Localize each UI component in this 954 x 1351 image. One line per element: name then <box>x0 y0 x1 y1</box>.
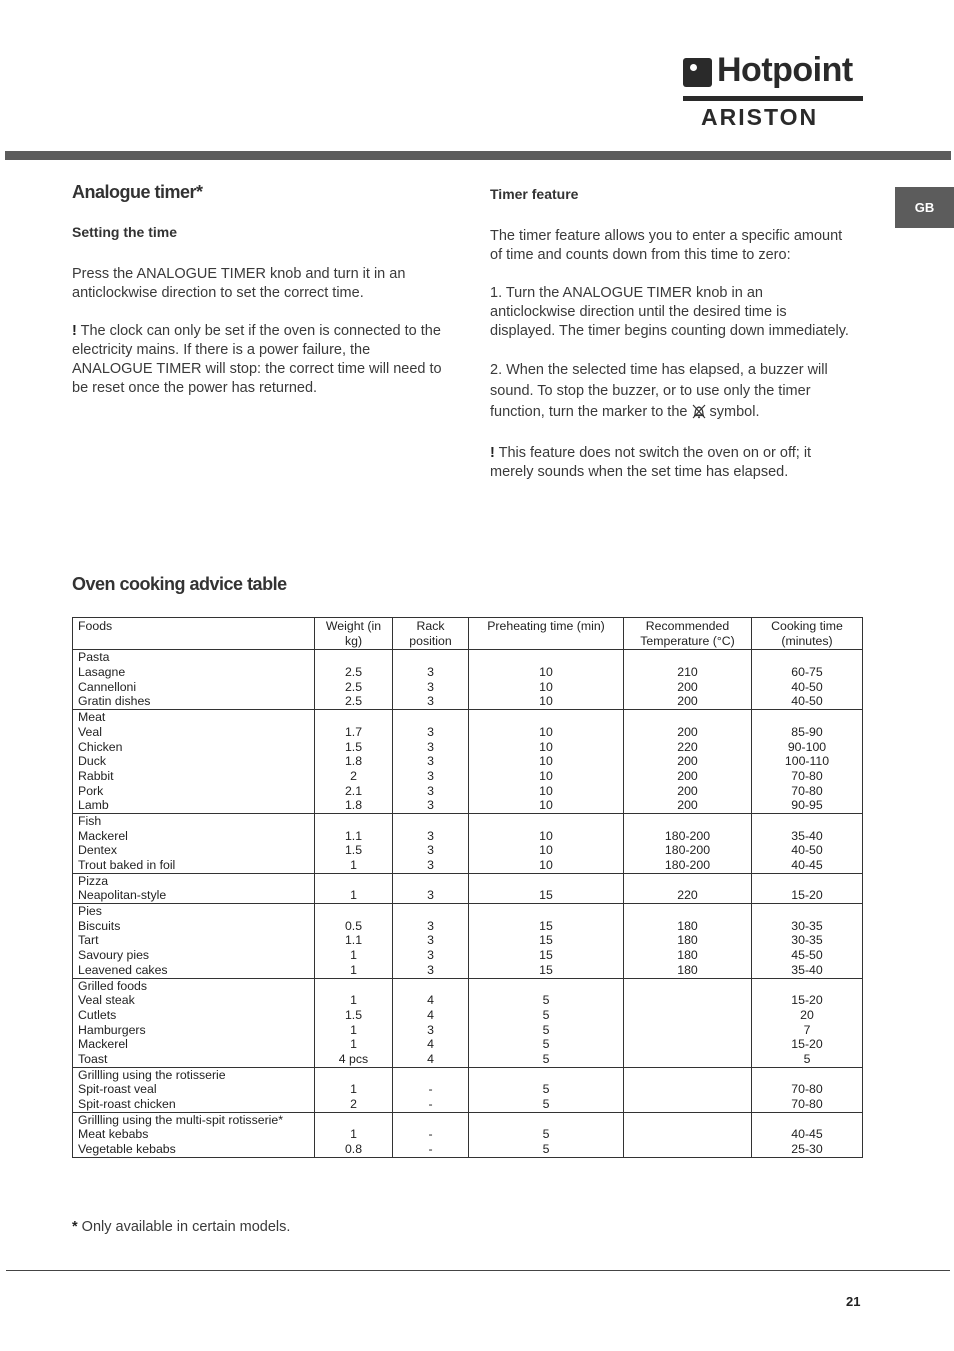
cell-value: 5 <box>542 1127 550 1142</box>
table-row <box>73 978 863 1067</box>
cell-value: 70-80 <box>791 783 823 798</box>
cell-value: 7 <box>803 1022 811 1037</box>
cell-value: 35-40 <box>791 828 823 843</box>
temperature-cell <box>624 813 752 873</box>
timer-warning-text: This feature does not switch the oven on or off; it merely sounds when the set time has elapsed. <box>490 445 812 480</box>
cell-value: 15-20 <box>791 888 823 903</box>
cell-value: 10 <box>539 858 553 873</box>
cell-value: Vegetable kebabs <box>78 1142 176 1157</box>
cell-value: 1.1 <box>344 828 363 843</box>
timer-step-2-text: 2. When the selected time has elapsed, a buzzer will sound. To stop the buzzer, or to use only the timer function, turn the marker to the <box>490 362 828 420</box>
cell-value: 1 <box>350 948 357 963</box>
timer-step-2-end: symbol. <box>705 404 760 420</box>
rack-cell <box>393 873 469 903</box>
analogue-timer-heading: Analogue timer* <box>72 182 203 202</box>
cell-value <box>628 1052 747 1067</box>
cell-value: 4 <box>427 1051 434 1066</box>
cell-value: Lamb <box>78 798 109 813</box>
spacer <box>319 904 388 919</box>
cell-value: 3 <box>427 933 434 948</box>
cell-value: 30-35 <box>791 933 823 948</box>
header-rack: Rack position <box>393 618 469 650</box>
cell-value: 100-110 <box>784 754 830 769</box>
spacer <box>473 814 619 829</box>
clock-warning-text: The clock can only be set if the oven is connected to the electricity mains. If there is a power failure, the ANALOGUE TIMER will stop: the correct time will need to be reset once the power has returned. <box>72 323 442 396</box>
timer-warning <box>490 444 852 482</box>
cell-value: 3 <box>427 1022 434 1037</box>
footnote <box>72 1219 290 1235</box>
header-foods: Foods <box>73 618 315 650</box>
category-label: Pies <box>78 904 102 919</box>
cell-value: Leavened cakes <box>78 962 168 977</box>
weight-cell <box>315 1112 393 1157</box>
setting-time-text: Press the ANALOGUE TIMER knob and turn it in an anticlockwise direction to set the correct time. <box>72 266 406 301</box>
cell-value: 15 <box>539 888 553 903</box>
cell-value <box>628 1008 747 1023</box>
cell-value <box>628 1097 747 1112</box>
cell-value: 1 <box>350 962 357 977</box>
cell-value: 5 <box>542 1097 550 1112</box>
cell-value: Spit-roast veal <box>78 1082 157 1097</box>
category-label: Grilled foods <box>78 978 148 993</box>
table-row <box>73 1067 863 1112</box>
weight-cell <box>315 813 393 873</box>
rack-cell <box>393 904 469 978</box>
cell-value: 40-45 <box>791 858 823 873</box>
cell-value: 3 <box>427 843 434 858</box>
cell-value: 180 <box>677 948 698 963</box>
spacer <box>756 814 858 829</box>
cell-value <box>628 1023 747 1038</box>
temperature-cell <box>624 710 752 814</box>
spacer <box>628 1113 747 1128</box>
cell-value: 10 <box>539 724 553 739</box>
cooking-time-cell <box>752 710 863 814</box>
cell-value: 1 <box>350 1022 357 1037</box>
cell-value: 3 <box>427 828 434 843</box>
cell-value: Cutlets <box>78 1007 117 1022</box>
food-cell <box>73 1067 315 1112</box>
setting-time-heading: Setting the time <box>72 224 178 240</box>
rack-cell <box>393 813 469 873</box>
warning-mark: ! <box>490 445 495 461</box>
spacer <box>397 814 464 829</box>
cell-value: 90-95 <box>791 798 823 813</box>
cell-value: 70-80 <box>791 1082 823 1097</box>
spacer <box>756 1113 858 1128</box>
cell-value: 210 <box>677 665 698 680</box>
spacer <box>756 1068 858 1083</box>
temperature-cell <box>624 1067 752 1112</box>
cell-value: 200 <box>677 768 698 783</box>
preheat-cell <box>469 710 624 814</box>
spacer <box>756 904 858 919</box>
cooking-time-cell <box>752 904 863 978</box>
cooking-time-cell <box>752 650 863 710</box>
cell-value: 5 <box>542 1082 550 1097</box>
weight-cell <box>315 710 393 814</box>
preheat-cell <box>469 813 624 873</box>
cell-value: Lasagne <box>78 665 126 680</box>
cell-value: 1.5 <box>344 739 363 754</box>
header-rule <box>5 151 951 160</box>
cell-value: 2 <box>350 1097 357 1112</box>
temperature-cell <box>624 978 752 1067</box>
cell-value: 10 <box>539 694 553 709</box>
cell-value: - <box>428 1097 433 1112</box>
category-label: Grillling using the rotisserie <box>78 1067 226 1082</box>
cell-value: - <box>428 1082 433 1097</box>
spacer <box>756 650 858 665</box>
cell-value: - <box>428 1127 433 1142</box>
spacer <box>473 979 619 994</box>
footnote-mark: * <box>72 1219 78 1235</box>
timer-bell-crossed-icon <box>692 403 706 419</box>
cell-value: 1 <box>350 858 357 873</box>
footnote-text: Only available in certain models. <box>77 1219 291 1235</box>
page-number: 21 <box>846 1294 861 1309</box>
timer-step-2 <box>490 360 852 423</box>
table-row <box>73 904 863 978</box>
spacer <box>628 814 747 829</box>
footer-rule <box>6 1270 950 1271</box>
cell-value: 3 <box>427 679 434 694</box>
cell-value: 3 <box>427 754 434 769</box>
cell-value: 180-200 <box>664 843 711 858</box>
preheat-cell <box>469 650 624 710</box>
cell-value: 10 <box>539 783 553 798</box>
cell-value: 200 <box>677 679 698 694</box>
cell-value: 3 <box>427 948 434 963</box>
cell-value: 1 <box>350 1037 357 1052</box>
spacer <box>319 814 388 829</box>
cooking-time-cell <box>752 813 863 873</box>
cell-value: 5 <box>542 1037 550 1052</box>
cell-value: 3 <box>427 739 434 754</box>
cooking-time-cell <box>752 873 863 903</box>
cell-value: 2.1 <box>344 783 363 798</box>
temperature-cell <box>624 904 752 978</box>
cell-value: 45-50 <box>791 948 823 963</box>
cell-value: 3 <box>427 962 434 977</box>
spacer <box>397 1068 464 1083</box>
food-cell <box>73 710 315 814</box>
cell-value: 5 <box>542 1007 550 1022</box>
cell-value: 1.1 <box>344 933 363 948</box>
advice-table-heading: Oven cooking advice table <box>72 574 287 594</box>
cell-value: - <box>428 1142 433 1157</box>
cell-value: 5 <box>542 1022 550 1037</box>
spacer <box>756 874 858 889</box>
cell-value: 3 <box>427 858 434 873</box>
cell-value: 35-40 <box>791 962 823 977</box>
cooking-time-cell <box>752 1067 863 1112</box>
header-preheat: Preheating time (min) <box>469 618 624 650</box>
table-row <box>73 873 863 903</box>
cell-value: Pork <box>78 783 104 798</box>
cell-value: 25-30 <box>791 1142 823 1157</box>
cell-value: 4 <box>427 1007 434 1022</box>
cell-value: Duck <box>78 754 107 769</box>
cell-value: 15 <box>539 948 553 963</box>
category-label: Pasta <box>78 650 110 665</box>
language-tab: GB <box>895 187 954 228</box>
spacer <box>397 979 464 994</box>
preheat-cell <box>469 873 624 903</box>
spacer <box>756 710 858 725</box>
cell-value: 40-45 <box>791 1127 823 1142</box>
cell-value: 10 <box>539 768 553 783</box>
cell-value: 15 <box>539 933 553 948</box>
hotpoint-logo-icon <box>683 58 712 87</box>
cell-value: 1 <box>350 1127 357 1142</box>
spacer <box>628 710 747 725</box>
weight-cell <box>315 650 393 710</box>
table-row <box>73 650 863 710</box>
cell-value: 40-50 <box>791 843 823 858</box>
cell-value: 1 <box>350 993 357 1008</box>
cell-value: Trout baked in foil <box>78 858 176 873</box>
preheat-cell <box>469 978 624 1067</box>
spacer <box>628 650 747 665</box>
spacer <box>319 650 388 665</box>
spacer <box>628 874 747 889</box>
cell-value: 4 <box>427 1037 434 1052</box>
spacer <box>397 874 464 889</box>
cell-value: 3 <box>427 694 434 709</box>
rack-cell <box>393 710 469 814</box>
category-label: Grillling using the multi-spit rotisserie* <box>78 1112 284 1127</box>
cell-value: 10 <box>539 798 553 813</box>
spacer <box>473 904 619 919</box>
cell-value: 220 <box>677 739 698 754</box>
header-temperature: Recommended Temperature (°C) <box>624 618 752 650</box>
spacer <box>397 710 464 725</box>
food-cell <box>73 978 315 1067</box>
cell-value: 30-35 <box>791 918 823 933</box>
category-label: Meat <box>78 710 106 725</box>
category-label: Fish <box>78 813 102 828</box>
cell-value: 1.5 <box>344 1007 363 1022</box>
cell-value: 1 <box>350 888 357 903</box>
spacer <box>628 904 747 919</box>
cell-value: 60-75 <box>791 665 823 680</box>
cell-value: Toast <box>78 1051 108 1066</box>
cooking-time-cell <box>752 978 863 1067</box>
preheat-cell <box>469 904 624 978</box>
spacer <box>319 979 388 994</box>
cell-value: 2.5 <box>344 679 363 694</box>
cell-value: 15 <box>539 962 553 977</box>
cell-value: 85-90 <box>791 724 823 739</box>
cell-value: 3 <box>427 798 434 813</box>
weight-cell <box>315 873 393 903</box>
spacer <box>473 1113 619 1128</box>
cell-value: Dentex <box>78 843 117 858</box>
cell-value: 70-80 <box>791 768 823 783</box>
cell-value: 180 <box>677 962 698 977</box>
spacer <box>319 1068 388 1083</box>
cell-value: 3 <box>427 783 434 798</box>
rack-cell <box>393 1112 469 1157</box>
cell-value: 3 <box>427 724 434 739</box>
cell-value: Gratin dishes <box>78 694 151 709</box>
cell-value: 10 <box>539 665 553 680</box>
spacer <box>473 650 619 665</box>
cell-value: Hamburgers <box>78 1022 146 1037</box>
cell-value: Biscuits <box>78 918 121 933</box>
food-cell <box>73 904 315 978</box>
cell-value: Savoury pies <box>78 948 150 963</box>
spacer <box>397 650 464 665</box>
cell-value <box>628 1082 747 1097</box>
cell-value: 200 <box>677 724 698 739</box>
spacer <box>473 1068 619 1083</box>
cell-value: Mackerel <box>78 828 128 843</box>
preheat-cell <box>469 1067 624 1112</box>
weight-cell <box>315 904 393 978</box>
spacer <box>473 710 619 725</box>
cell-value: Rabbit <box>78 768 114 783</box>
cell-value: 2.5 <box>344 665 363 680</box>
cell-value: 2.5 <box>344 694 363 709</box>
spacer <box>628 979 747 994</box>
cell-value: 1 <box>350 1082 357 1097</box>
cell-value: 180 <box>677 933 698 948</box>
rack-cell <box>393 978 469 1067</box>
rack-cell <box>393 1067 469 1112</box>
header-weight: Weight (in kg) <box>315 618 393 650</box>
preheat-cell <box>469 1112 624 1157</box>
cell-value: 5 <box>542 993 550 1008</box>
cell-value <box>628 1142 747 1157</box>
cell-value: 10 <box>539 843 553 858</box>
spacer <box>397 904 464 919</box>
cell-value: 2 <box>350 768 357 783</box>
brand-sub: ARISTON <box>701 104 819 130</box>
cell-value: 200 <box>677 783 698 798</box>
temperature-cell <box>624 1112 752 1157</box>
cell-value: 70-80 <box>791 1097 823 1112</box>
cell-value: 200 <box>677 754 698 769</box>
cell-value: 200 <box>677 798 698 813</box>
brand-name: Hotpoint <box>717 51 853 89</box>
cell-value: 15-20 <box>791 993 823 1008</box>
clock-warning <box>72 322 448 398</box>
cell-value: 0.8 <box>344 1142 363 1157</box>
brand-logo <box>681 51 865 134</box>
table-header-row <box>73 618 863 650</box>
cell-value: 20 <box>800 1007 814 1022</box>
cell-value: Tart <box>78 933 99 948</box>
cell-value: 1.8 <box>344 754 363 769</box>
cell-value: Cannelloni <box>78 679 137 694</box>
spacer <box>319 1113 388 1128</box>
cell-value: 180 <box>677 918 698 933</box>
cell-value: 10 <box>539 739 553 754</box>
cell-value <box>628 993 747 1008</box>
cell-value: 40-50 <box>791 679 823 694</box>
cell-value: 1.5 <box>344 843 363 858</box>
food-cell <box>73 873 315 903</box>
cell-value: 90-100 <box>787 739 827 754</box>
header-cooking-time: Cooking time (minutes) <box>752 618 863 650</box>
rack-cell <box>393 650 469 710</box>
cell-value: 0.5 <box>344 918 363 933</box>
cell-value: 10 <box>539 679 553 694</box>
table-row <box>73 1112 863 1157</box>
spacer <box>319 710 388 725</box>
spacer <box>397 1113 464 1128</box>
temperature-cell <box>624 873 752 903</box>
cooking-advice-table <box>72 617 863 1158</box>
warning-mark: ! <box>72 323 77 339</box>
cell-value: Chicken <box>78 739 123 754</box>
cell-value: 180-200 <box>664 858 711 873</box>
cell-value: 220 <box>677 888 698 903</box>
timer-feature-intro: The timer feature allows you to enter a specific amount of time and counts down from this time to zero: <box>490 228 843 263</box>
cell-value: 180-200 <box>664 828 711 843</box>
cell-value: 1.7 <box>344 724 363 739</box>
spacer <box>319 874 388 889</box>
category-label: Pizza <box>78 873 109 888</box>
cell-value: 10 <box>539 828 553 843</box>
cell-value: Neapolitan-style <box>78 888 167 903</box>
cell-value <box>628 1037 747 1052</box>
cell-value: Meat kebabs <box>78 1127 149 1142</box>
cell-value: 1.8 <box>344 798 363 813</box>
cooking-time-cell <box>752 1112 863 1157</box>
table-row <box>73 813 863 873</box>
food-cell <box>73 813 315 873</box>
temperature-cell <box>624 650 752 710</box>
cell-value: Veal steak <box>78 993 135 1008</box>
spacer <box>756 979 858 994</box>
cell-value: 40-50 <box>791 694 823 709</box>
cell-value: 3 <box>427 768 434 783</box>
cell-value: 4 pcs <box>338 1051 369 1066</box>
timer-step-1: 1. Turn the ANALOGUE TIMER knob in an anticlockwise direction until the desired time is displayed. The timer begins counting down immediately. <box>490 285 849 339</box>
cell-value: 3 <box>427 665 434 680</box>
cell-value: 5 <box>542 1051 550 1066</box>
cell-value <box>628 1127 747 1142</box>
cell-value: 3 <box>427 888 434 903</box>
cell-value: 5 <box>542 1142 550 1157</box>
spacer <box>473 874 619 889</box>
timer-feature-heading: Timer feature <box>490 186 579 202</box>
food-cell <box>73 650 315 710</box>
cell-value: Veal <box>78 724 102 739</box>
cell-value: 15 <box>539 918 553 933</box>
cell-value: Spit-roast chicken <box>78 1097 176 1112</box>
cell-value: 15-20 <box>791 1037 823 1052</box>
cell-value: 200 <box>677 694 698 709</box>
cell-value: 4 <box>427 993 434 1008</box>
cell-value: 10 <box>539 754 553 769</box>
weight-cell <box>315 1067 393 1112</box>
cell-value: 5 <box>803 1051 811 1066</box>
cell-value: Mackerel <box>78 1037 128 1052</box>
table-row <box>73 710 863 814</box>
weight-cell <box>315 978 393 1067</box>
logo-divider <box>683 96 863 101</box>
spacer <box>628 1068 747 1083</box>
food-cell <box>73 1112 315 1157</box>
cell-value: 3 <box>427 918 434 933</box>
